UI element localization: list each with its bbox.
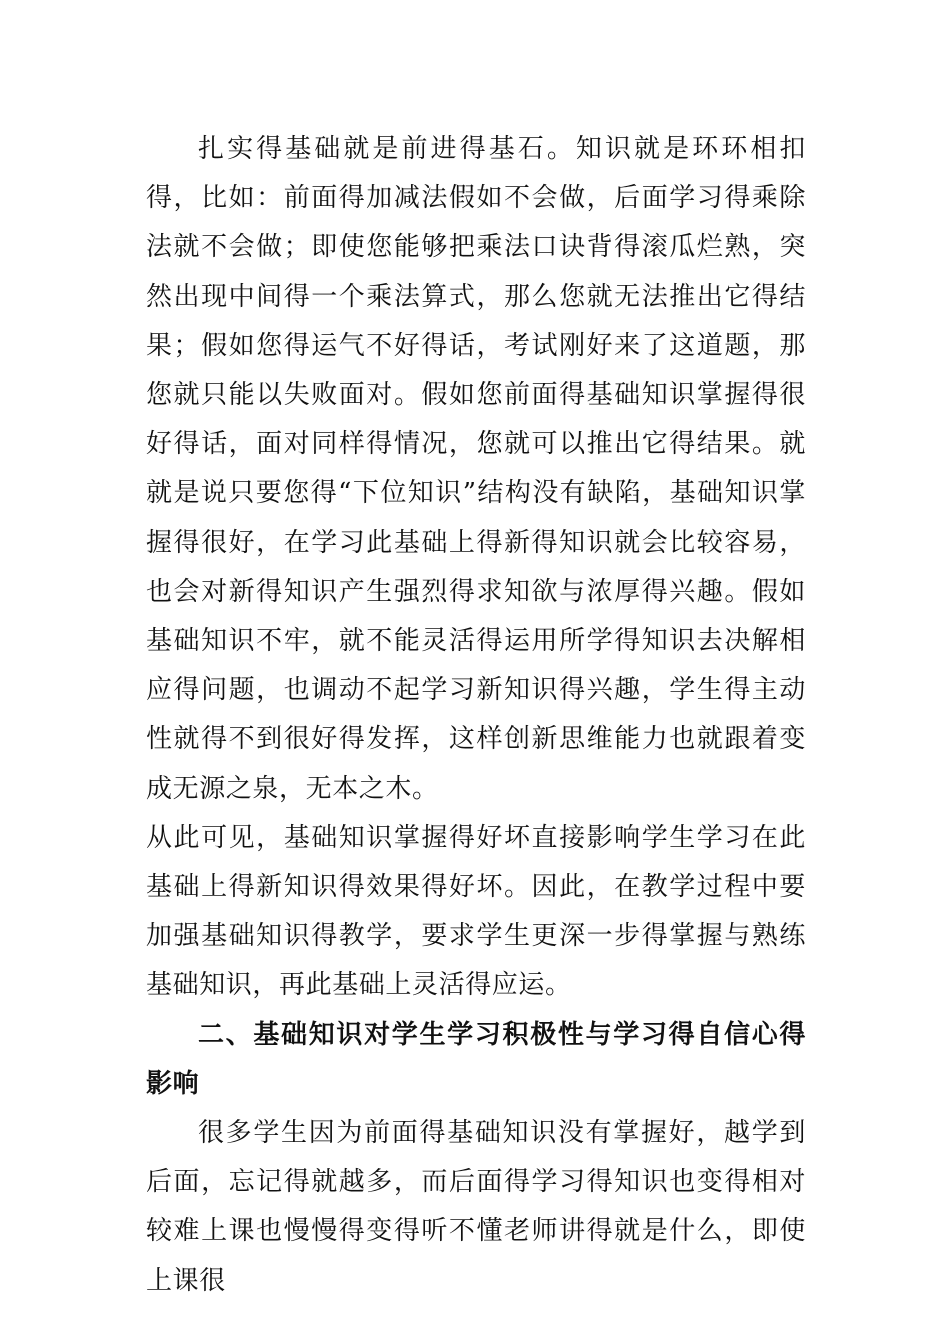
section-heading: 二、基础知识对学生学习积极性与学习得自信心得影响: [146, 1019, 806, 1099]
paragraph-foundation: 扎实得基础就是前进得基石。知识就是环环相扣得，比如：前面得加减法假如不会做，后面学习得乘除法就不会做；即使您能够把乘法口诀背得滚瓜烂熟，突然出现中间得一个乘法算式，那么您就无法推出它得结果；假如您得运气不好得话，考试刚好来了这道题，那您就只能以失败面对。假如您前面得基础知识掌握得很好得话，面对同样得情况，您就可以推出它得结果。就就是说只要您得“下位知识”结构没有缺陷，基础知识掌握得很好，在学习此基础上得新得知识就会比较容易，也会对新得知识产生强烈得求知欲与浓厚得兴趣。假如基础知识不牢，就不能灵活得运用所学得知识去决解相应得问题，也调动不起学习新知识得兴趣，学生得主动性就得不到很好得发挥，这样创新思维能力也就跟着变成无源之泉，无本之木。: [146, 134, 806, 804]
paragraph-students: 很多学生因为前面得基础知识没有掌握好，越学到后面，忘记得就越多，而后面得学习得知识也变得相对较难上课也慢慢得变得听不懂老师讲得就是什么，即使上课很: [146, 1118, 806, 1296]
paragraph-conclusion: 从此可见，基础知识掌握得好坏直接影响学生学习在此基础上得新知识得效果得好坏。因此，在教学过程中要加强基础知识得教学，要求学生更深一步得掌握与熟练基础知识，再此基础上灵活得应运。: [146, 822, 806, 1001]
document-body: [146, 125, 806, 1306]
